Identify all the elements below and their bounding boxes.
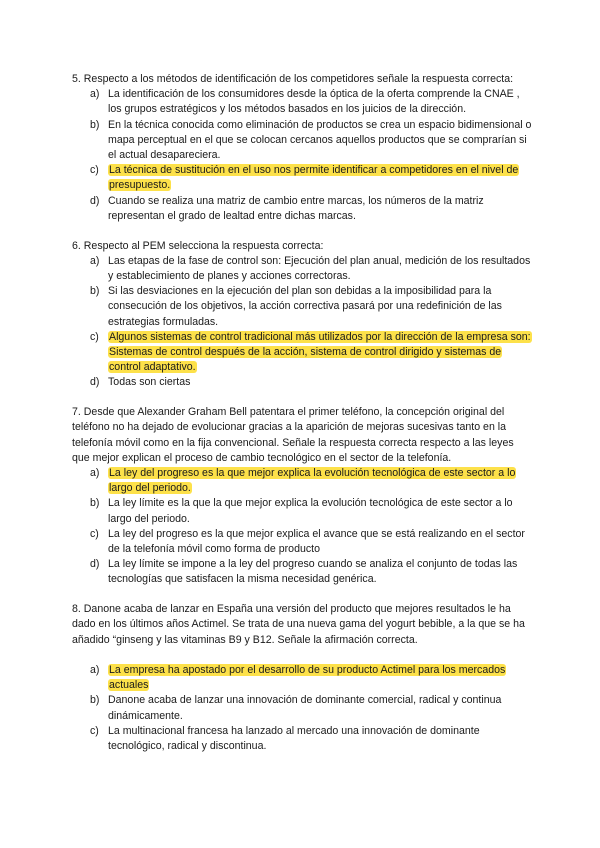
option-c [72,527,532,557]
option-letter: d) [90,376,100,389]
option-letter: b) [90,118,100,131]
option-d [72,194,532,224]
option-letter: c) [90,724,99,737]
option-a-highlighted [72,466,532,496]
option-letter: d) [90,558,100,571]
option-c [72,724,532,754]
question-5 [72,72,532,224]
option-a-highlighted [72,663,532,693]
question-7 [72,405,532,587]
option-c-highlighted [72,163,532,193]
option-d [72,375,532,390]
option-text: Las etapas de la fase de control son: Ejecución del plan anual, medición de los resultados y establecimiento de planes y acciones correctoras. [108,254,531,283]
option-text: La ley del progreso es la que mejor explica el avance que se está realizando en el sector de la telefonía móvil como forma de producto [108,527,525,556]
option-letter: b) [90,285,100,298]
highlighted-answer: Algunos sistemas de control tradicional más utilizados por la dirección de la empresa son: Sistemas de control después de la acción, sistema de control dirigido y sistemas de control adaptativo. [109,330,531,374]
option-text: La multinacional francesa ha lanzado al mercado una innovación de dominante tecnológico, radical y discontinua. [108,724,480,752]
option-c-highlighted [72,330,532,376]
option-letter: a) [90,254,100,267]
question-text: 6. Respecto al PEM selecciona la respuesta correcta: [72,239,324,252]
option-letter: c) [90,527,99,540]
option-text: La ley límite es la que la que mejor explica la evolución tecnológica de este sector a lo largo del periodo. [108,497,513,525]
option-letter: c) [90,330,99,343]
option-text: La ley límite se impone a la ley del progreso cuando se analiza el conjunto de todas las tecnologías que satisfacen la misma necesidad genérica. [108,558,518,586]
option-b [72,118,532,164]
option-text: Danone acaba de lanzar una innovación de dominante comercial, radical y continua dinámicamente. [108,694,502,722]
option-letter: b) [90,694,100,707]
option-text: Si las desviaciones en la ejecución del plan son debidas a la imposibilidad para la consecución de los objetivos, la acción correctiva pasará por una redefinición de las estrategias formuladas. [108,285,502,328]
document-page [72,72,532,769]
option-b [72,496,532,526]
option-letter: d) [90,194,100,207]
question-text: 5. Respecto a los métodos de identificación de los competidores señale la respuesta correcta: [72,73,514,85]
option-a [72,254,532,284]
option-a [72,87,532,117]
option-text: La identificación de los consumidores desde la óptica de la oferta comprende la CNAE , los grupos estratégicos y los métodos basados en los juicios de la dirección. [108,88,520,116]
question-text: 7. Desde que Alexander Graham Bell patentara el primer teléfono, la concepción original del teléfono no ha dejado de evolucionar gracias a la aparición de mejoras sucesivas tanto en la telefonía móvil como en la fija convencional. Señale la respuesta correcta respecto a las leyes que mejor explican el proceso de cambio tecnológico en el sector de la telefonía. [72,406,514,464]
highlighted-answer: La ley del progreso es la que mejor explica la evolución tecnológica de este sector a lo largo del periodo. [109,467,516,495]
option-text: Cuando se realiza una matriz de cambio entre marcas, los números de la matriz representan el grado de lealtad entre dichas marcas. [108,194,484,222]
option-b [72,284,532,330]
options-list [72,466,532,588]
question-8 [72,602,532,754]
option-letter: a) [90,467,100,480]
options-list [72,663,532,754]
option-text: Todas son ciertas [108,376,191,389]
highlighted-answer: La empresa ha apostado por el desarrollo de su producto Actimel para los mercados actuales [109,663,506,692]
options-list [72,254,532,391]
highlighted-answer: La técnica de sustitución en el uso nos permite identificar a competidores en el nivel de presupuesto. [109,164,519,192]
option-d [72,557,532,587]
option-letter: a) [90,88,100,101]
option-text: En la técnica conocida como eliminación de productos se crea un espacio bidimensional o mapa perceptual en el que se colocan cercanos aquellos productos que se comprarían si el actual desapareciera. [108,118,532,162]
option-letter: a) [90,663,100,676]
options-list [72,87,532,224]
option-letter: b) [90,497,100,510]
option-b [72,693,532,723]
question-text: 8. Danone acaba de lanzar en España una versión del producto que mejores resultados le ha dado en los últimos años Actimel. Se trata de una nueva gama del yogurt bebible, a la que se ha añadido “ginseng y las vitaminas B9 y B12. Señale la afirmación correcta. [72,603,525,646]
question-6 [72,239,532,391]
option-letter: c) [90,164,99,177]
spacer [72,648,532,663]
